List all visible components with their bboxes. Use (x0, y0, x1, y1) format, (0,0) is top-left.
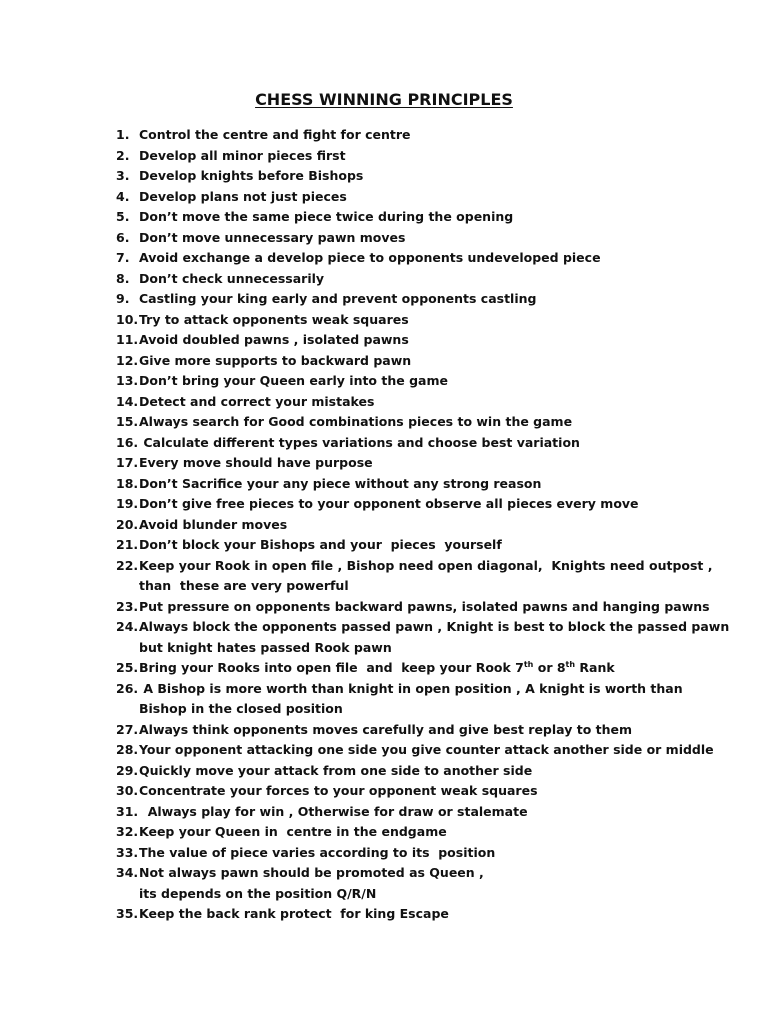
item-text: Don’t Sacrifice your any piece without any strong reason (139, 475, 542, 491)
item-number: 7. (116, 250, 130, 265)
item-number: 11. (116, 332, 139, 347)
list-item (116, 494, 696, 515)
list-item (116, 822, 696, 843)
item-number: 16. (116, 434, 139, 450)
page-title (0, 89, 768, 111)
item-text: Your opponent attacking one side you give counter attack another side or middle (139, 742, 714, 757)
item-text: Don’t block your Bishops and your pieces yourself (139, 537, 502, 552)
item-text: Detect and correct your mistakes (139, 393, 375, 409)
item-text: Always search for Good combinations pieces to win the game (139, 414, 573, 429)
list-item (116, 166, 696, 187)
list-item (116, 187, 696, 208)
list-item (116, 371, 696, 392)
list-item (116, 207, 696, 228)
item-number: 22. (116, 557, 139, 573)
item-text: Keep the back rank protect for king Escape (139, 906, 449, 921)
item-number: 20. (116, 516, 139, 532)
item-number: 13. (116, 373, 139, 388)
list-item (116, 412, 696, 433)
item-text: Don’t move the same piece twice during the opening (139, 209, 514, 224)
item-text-part: or 8 (533, 660, 566, 675)
item-number: 8. (116, 270, 130, 286)
list-item (116, 802, 696, 823)
list-item (116, 617, 730, 638)
list-item (116, 556, 713, 577)
list-item (116, 433, 696, 454)
item-text: Avoid doubled pawns , isolated pawns (139, 332, 409, 347)
list-item (116, 863, 696, 884)
list-item (116, 228, 696, 249)
item-text: Calculate different types variations and choose best variation (139, 434, 580, 450)
item-number: 10. (116, 311, 139, 327)
list-item (116, 453, 696, 474)
item-number: 6. (116, 229, 130, 245)
item-text: Always block the opponents passed pawn , Knight is best to block the passed pawn (139, 619, 730, 634)
list-item (116, 740, 714, 761)
item-text: Avoid blunder moves (139, 516, 288, 532)
list-item (116, 248, 696, 269)
list-item (116, 904, 696, 925)
item-number: 9. (116, 291, 130, 306)
item-text: Concentrate your forces to your opponent weak squares (139, 783, 538, 798)
list-item (116, 515, 696, 536)
list-item (116, 351, 696, 372)
item-text: A Bishop is more worth than knight in open position , A knight is worth than (139, 680, 683, 696)
item-number: 29. (116, 762, 139, 778)
item-number: 25. (116, 660, 139, 675)
list-item (116, 843, 696, 864)
list-item (116, 781, 696, 802)
item-text: Develop knights before Bishops (139, 168, 364, 183)
item-number: 4. (116, 188, 130, 204)
item-text: Give more supports to backward pawn (139, 352, 412, 368)
item-text: Keep your Queen in centre in the endgame (139, 824, 447, 839)
item-number: 19. (116, 496, 139, 511)
item-number: 35. (116, 906, 139, 921)
item-text: Always think opponents moves carefully and give best replay to them (139, 721, 633, 737)
item-number: 33. (116, 844, 139, 860)
list-item (116, 658, 696, 679)
item-number: 21. (116, 537, 139, 552)
item-text: Keep your Rook in open file , Bishop need open diagonal, Knights need outpost , (139, 557, 713, 573)
item-text (139, 658, 615, 679)
item-number: 3. (116, 168, 130, 183)
item-text: Castling your king early and prevent opponents castling (139, 291, 537, 306)
superscript: th (523, 659, 534, 669)
list-item (116, 289, 696, 310)
item-text: Avoid exchange a develop piece to opponents undeveloped piece (139, 250, 601, 265)
list-item (116, 392, 696, 413)
item-text: Don’t move unnecessary pawn moves (139, 229, 406, 245)
item-text: Always play for win , Otherwise for draw or stalemate (139, 803, 528, 819)
list-item (116, 679, 696, 700)
item-text: Develop all minor pieces first (139, 147, 346, 163)
list-item (116, 310, 696, 331)
list-item (116, 597, 710, 618)
item-number: 34. (116, 865, 139, 880)
item-number: 1. (116, 127, 130, 142)
item-number: 12. (116, 352, 139, 368)
item-number: 2. (116, 147, 130, 163)
item-number: 5. (116, 209, 130, 224)
item-text: Don’t give free pieces to your opponent observe all pieces every move (139, 496, 639, 511)
item-number: 18. (116, 475, 139, 491)
list-item (116, 720, 696, 741)
item-text: Develop plans not just pieces (139, 188, 347, 204)
superscript: th (565, 659, 576, 669)
item-text: The value of piece varies according to its position (139, 844, 496, 860)
list-item-continuation: its depends on the position Q/R/N (139, 885, 377, 901)
item-number: 27. (116, 721, 139, 737)
list-item (116, 535, 696, 556)
list-item-continuation: than these are very powerful (139, 578, 349, 593)
list-item (116, 761, 696, 782)
item-text: Control the centre and fight for centre (139, 127, 411, 142)
principles-list (116, 125, 730, 925)
item-number: 31. (116, 803, 139, 819)
item-text: Try to attack opponents weak squares (139, 311, 409, 327)
list-item (116, 146, 696, 167)
item-number: 26. (116, 680, 139, 696)
item-text: Every move should have purpose (139, 455, 373, 470)
item-text-part: Rank (575, 660, 615, 675)
item-number: 14. (116, 393, 139, 409)
list-item-continuation: Bishop in the closed position (139, 701, 343, 716)
item-text: Not always pawn should be promoted as Queen , (139, 865, 484, 880)
page-title-text: CHESS WINNING PRINCIPLES (255, 90, 513, 109)
item-text-part: Bring your Rooks into open file and keep your Rook 7 (139, 660, 524, 675)
item-text: Put pressure on opponents backward pawns, isolated pawns and hanging pawns (139, 598, 710, 614)
item-text: Don’t bring your Queen early into the game (139, 373, 448, 388)
item-text: Don’t check unnecessarily (139, 270, 325, 286)
item-number: 23. (116, 598, 139, 614)
item-number: 32. (116, 824, 139, 839)
list-item (116, 269, 696, 290)
list-item (116, 330, 696, 351)
list-item (116, 125, 696, 146)
item-number: 30. (116, 783, 139, 798)
list-item-continuation: but knight hates passed Rook pawn (139, 639, 392, 655)
list-item (116, 474, 696, 495)
item-number: 17. (116, 455, 139, 470)
item-number: 28. (116, 742, 139, 757)
item-text: Quickly move your attack from one side to another side (139, 762, 533, 778)
item-number: 15. (116, 414, 139, 429)
item-number: 24. (116, 619, 139, 634)
